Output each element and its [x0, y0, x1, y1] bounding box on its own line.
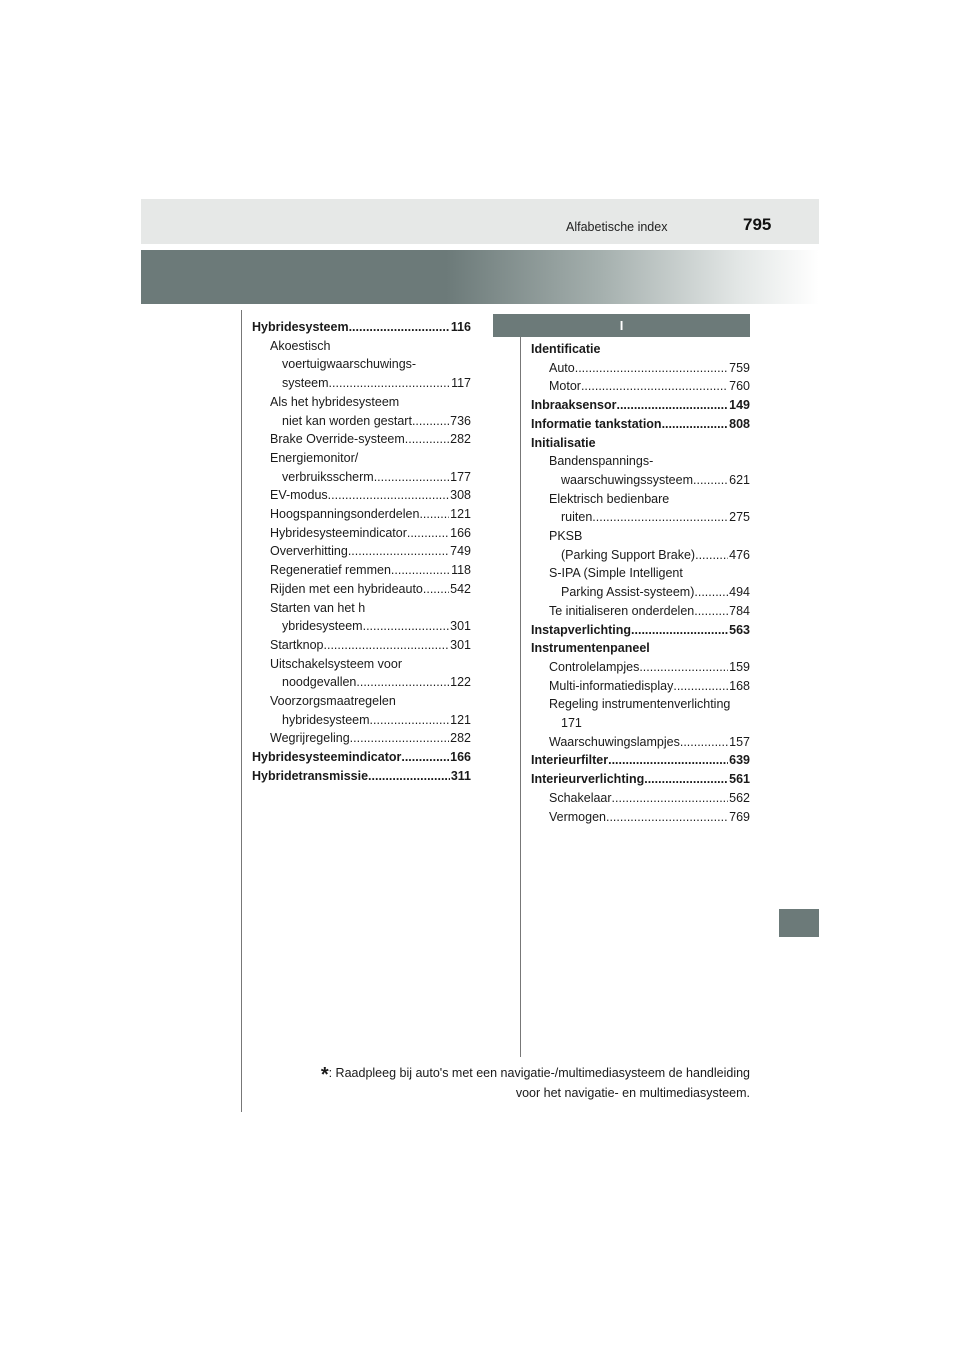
page-ref: 308	[450, 488, 471, 503]
index-entry	[531, 658, 750, 677]
column-divider	[520, 337, 521, 1057]
index-term: niet kan worden gestart	[282, 413, 412, 428]
dot-leader	[407, 524, 449, 543]
index-entry	[252, 599, 471, 636]
page-ref: 563	[729, 622, 750, 637]
page-ref: 476	[729, 547, 750, 562]
index-term: Interieurverlichting	[531, 772, 645, 787]
dot-leader	[695, 546, 728, 565]
dot-leader	[368, 767, 450, 786]
dot-leader	[412, 412, 449, 431]
page-ref: 808	[729, 416, 750, 431]
page-ref: 759	[729, 360, 750, 375]
dot-leader	[639, 658, 728, 677]
dot-leader	[401, 748, 449, 767]
page-ref: 149	[729, 398, 750, 413]
index-term: Auto	[549, 360, 575, 375]
index-entry	[531, 751, 750, 770]
page-ref: 118	[451, 563, 471, 578]
page-ref: 177	[450, 469, 471, 484]
index-term: Wegrijregeling	[270, 731, 350, 746]
index-entry	[531, 396, 750, 415]
index-entry	[531, 359, 750, 378]
index-term: Instapverlichting	[531, 622, 632, 637]
page-ref: 117	[451, 376, 471, 391]
dot-leader	[348, 542, 449, 561]
index-entry	[252, 337, 471, 393]
dot-leader	[391, 561, 450, 580]
index-term: Starten van het h	[270, 600, 366, 615]
page-ref: 166	[450, 750, 471, 765]
dot-leader	[405, 430, 449, 449]
index-term: Te initialiseren onderdelen	[549, 603, 695, 618]
page-ref: 561	[729, 772, 750, 787]
index-term: Hybridesysteemindicator	[252, 750, 402, 765]
dot-leader	[581, 377, 728, 396]
dot-leader	[631, 621, 728, 640]
dot-leader	[328, 486, 449, 505]
index-entry	[252, 318, 471, 337]
index-term: Interieurfilter	[531, 753, 609, 768]
dot-leader	[349, 318, 450, 337]
index-term: Hoogspanningsonderdelen	[270, 507, 420, 522]
index-term: Waarschuwingslampjes	[549, 734, 680, 749]
dot-leader	[374, 468, 449, 487]
dot-leader	[694, 583, 728, 602]
index-column-right	[531, 340, 750, 826]
header-band	[141, 250, 819, 304]
index-term: Schakelaar	[549, 790, 612, 805]
index-term: Vermogen	[549, 809, 606, 824]
dot-leader	[329, 374, 451, 393]
index-term: waarschuwingssysteem	[561, 472, 693, 487]
footnote	[282, 1064, 750, 1102]
index-term: Bandenspannings-	[549, 454, 654, 469]
index-entry	[531, 789, 750, 808]
index-entry	[252, 692, 471, 729]
index-entry	[252, 505, 471, 524]
page-ref: 749	[450, 544, 471, 559]
page-ref: 301	[450, 637, 471, 652]
page-number: 795	[743, 215, 772, 234]
index-entry	[531, 564, 750, 601]
index-entry	[531, 377, 750, 396]
dot-leader	[575, 359, 728, 378]
index-entry	[252, 748, 471, 767]
index-entry	[252, 561, 471, 580]
page-ref: 736	[450, 413, 471, 428]
index-term: Regeneratief remmen	[270, 563, 391, 578]
index-entry	[252, 430, 471, 449]
page-ref: 121	[450, 507, 471, 522]
index-entry	[531, 490, 750, 527]
index-term: Regeling instrumentenverlichting	[549, 697, 731, 712]
index-term: Initialisatie	[531, 435, 596, 450]
page-ref: 542	[450, 581, 471, 596]
index-term: voertuigwaarschuwings-	[282, 357, 417, 372]
index-entry	[252, 655, 471, 692]
index-term: S-IPA (Simple Intelligent	[549, 566, 683, 581]
index-entry	[531, 452, 750, 489]
index-entry	[252, 767, 471, 786]
page-ref: 275	[729, 510, 750, 525]
index-entry	[252, 636, 471, 655]
dot-leader	[423, 580, 449, 599]
page-ref: 639	[729, 753, 750, 768]
index-term: Hybridesysteem	[252, 320, 349, 334]
letter-heading: I	[493, 314, 750, 337]
dot-leader	[350, 729, 449, 748]
index-term: Rijden met een hybrideauto	[270, 581, 423, 596]
index-term: Voorzorgsmaatregelen	[270, 694, 396, 709]
footnote-line1: : Raadpleeg bij auto's met een navigatie-/multimediasysteem de handleiding	[328, 1066, 750, 1080]
page-ref: 311	[450, 768, 471, 783]
page-ref: 282	[450, 432, 471, 447]
page-header	[141, 199, 819, 244]
footnote-marker: *	[320, 1064, 329, 1086]
page-ref: 621	[729, 472, 750, 487]
index-term: Oververhitting	[270, 544, 348, 559]
dot-leader	[616, 396, 728, 415]
index-term: verbruiksscherm	[282, 469, 374, 484]
dot-leader	[356, 673, 449, 692]
index-term: Instrumentenpaneel	[531, 641, 650, 656]
dot-leader	[592, 508, 728, 527]
page-ref: 121	[450, 712, 471, 727]
index-term: Multi-informatiedisplay	[549, 678, 674, 693]
index-term: Motor	[549, 379, 581, 394]
page-ref: 282	[450, 731, 471, 746]
index-term: Hybridetransmissie	[252, 768, 369, 783]
page-ref: 784	[729, 603, 750, 618]
section-title: Alfabetische index	[566, 220, 668, 234]
index-term: EV-modus	[270, 488, 328, 503]
index-term: Identificatie	[531, 342, 601, 356]
index-term: Hybridesysteemindicator	[270, 525, 407, 540]
left-margin-rule	[241, 310, 242, 1112]
dot-leader	[662, 415, 729, 434]
index-entry	[531, 677, 750, 696]
index-entry	[252, 729, 471, 748]
index-entry	[252, 524, 471, 543]
page-ref: 301	[450, 619, 471, 634]
dot-leader	[370, 711, 450, 730]
index-term: Startknop	[270, 637, 324, 652]
dot-leader	[612, 789, 729, 808]
dot-leader	[608, 751, 728, 770]
page-ref: 122	[450, 675, 471, 690]
page-ref: 168	[729, 678, 750, 693]
index-term: Uitschakelsysteem voor	[270, 656, 402, 671]
index-entry	[252, 580, 471, 599]
dot-leader	[606, 808, 728, 827]
dot-leader	[324, 636, 450, 655]
index-term: PKSB	[549, 529, 583, 544]
page-ref: 116	[450, 320, 471, 334]
index-entry	[531, 770, 750, 789]
page-ref: 166	[450, 525, 471, 540]
dot-leader	[680, 733, 728, 752]
index-term: hybridesysteem	[282, 712, 370, 727]
index-term: Elektrisch bedienbare	[549, 491, 670, 506]
index-entry	[531, 621, 750, 640]
index-term: noodgevallen	[282, 675, 357, 690]
dot-leader	[419, 505, 449, 524]
dot-leader	[694, 602, 728, 621]
index-column-left	[252, 318, 471, 786]
index-term: ruiten	[561, 510, 593, 525]
index-entry	[531, 639, 750, 658]
index-entry	[252, 486, 471, 505]
index-entry	[531, 808, 750, 827]
index-entry	[531, 695, 750, 732]
page-ref: 157	[729, 734, 750, 749]
index-term: Inbraaksensor	[531, 398, 617, 413]
index-term: ybridesysteem	[282, 619, 363, 634]
index-entry	[531, 434, 750, 453]
index-term: systeem	[282, 376, 329, 391]
index-term: Als het hybridesysteem	[270, 394, 400, 409]
index-term: Energiemonitor/	[270, 450, 359, 465]
index-term: (Parking Support Brake)	[561, 547, 696, 562]
page-ref: 562	[729, 790, 750, 805]
index-term: Akoestisch	[270, 338, 331, 353]
index-term: Brake Override-systeem	[270, 432, 405, 447]
dot-leader	[363, 617, 450, 636]
page-ref: 494	[729, 585, 750, 600]
page-ref: 769	[729, 809, 750, 824]
index-entry	[531, 602, 750, 621]
index-term: Parking Assist-systeem)	[561, 585, 695, 600]
index-entry	[252, 542, 471, 561]
index-term: Informatie tankstation	[531, 416, 662, 431]
page-ref: 159	[729, 659, 750, 674]
footnote-line2: voor het navigatie- en multimediasysteem.	[515, 1086, 750, 1100]
index-entry	[252, 449, 471, 486]
index-entry	[531, 527, 750, 564]
dot-leader	[673, 677, 728, 696]
dot-leader	[693, 471, 728, 490]
dot-leader	[644, 770, 728, 789]
index-term: 171	[561, 716, 582, 731]
chapter-tab	[779, 909, 819, 937]
index-entry	[531, 733, 750, 752]
index-entry	[531, 415, 750, 434]
index-entry	[531, 340, 750, 359]
page-ref: 760	[729, 379, 750, 394]
index-entry	[252, 393, 471, 430]
index-term: Controlelampjes	[549, 659, 640, 674]
